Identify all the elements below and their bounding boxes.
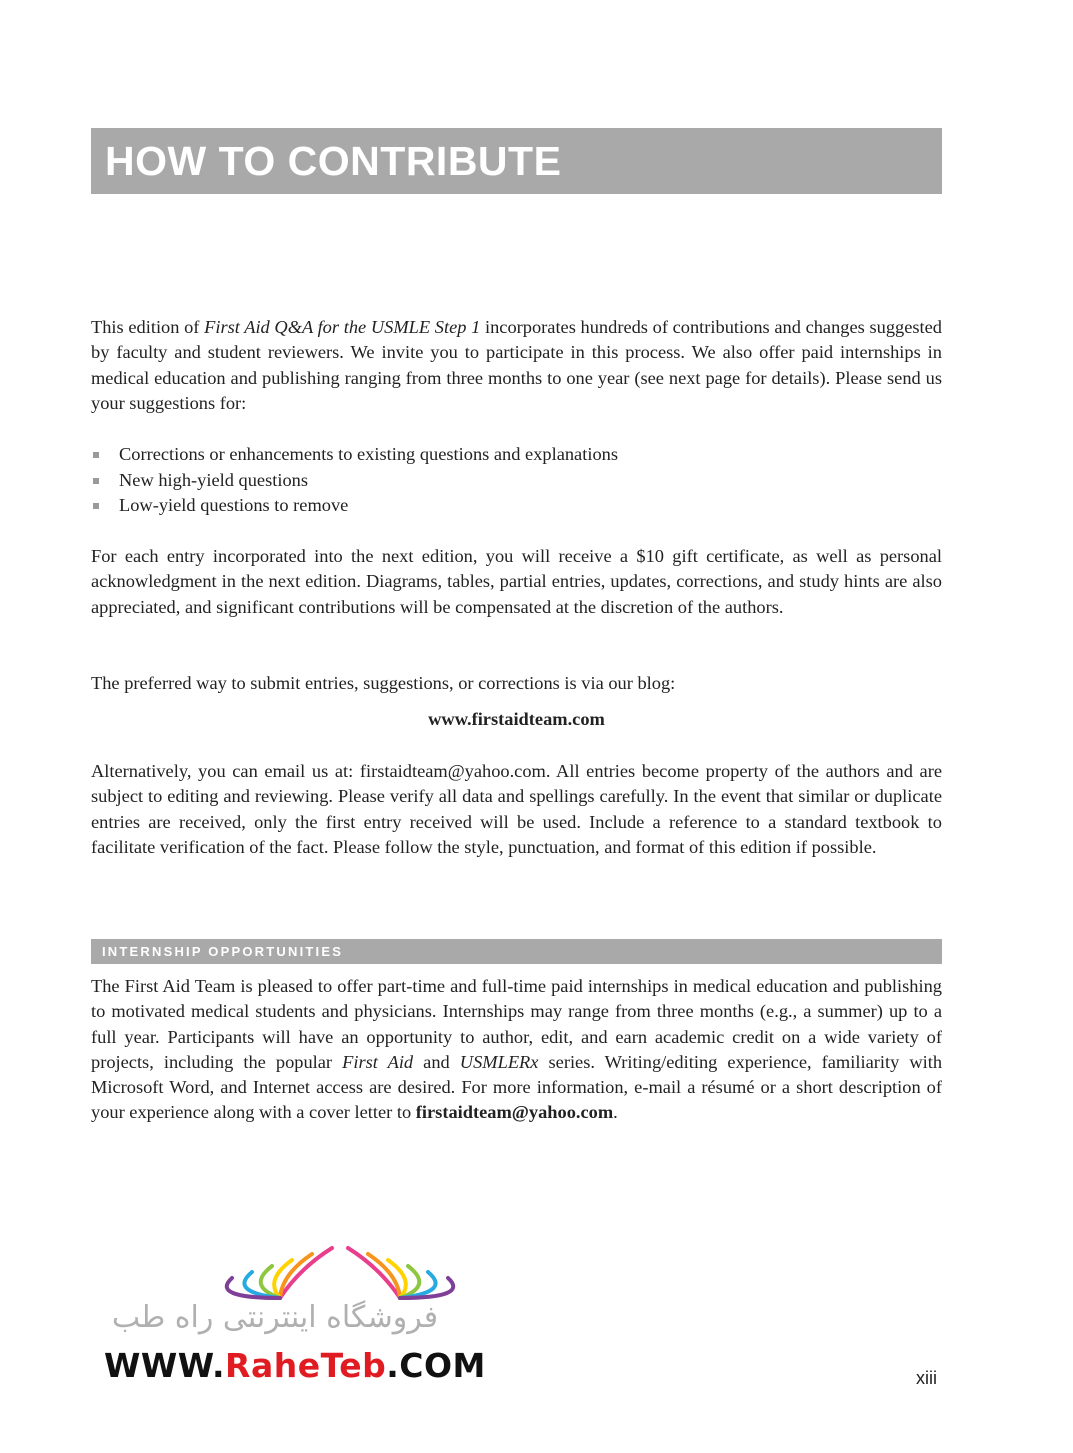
bullet-square-icon [93, 503, 99, 509]
bullet-square-icon [93, 452, 99, 458]
section-heading: INTERNSHIP OPPORTUNITIES [102, 944, 344, 959]
watermark-url-suffix: .COM [386, 1346, 486, 1385]
series-name: USMLERx [459, 1051, 539, 1072]
email-paragraph: Alternatively, you can email us at: firstaidteam@yahoo.com. All entries become property of the authors and are subject to editing and reviewing. Please verify all data and spellings carefully. In the event that similar or duplicate entries are received, only the first entry received will be used. Include a reference to a standard textbook to facilitate verification of the fact. Please follow the style, punctuation, and format of this edition if possible. [91, 761, 942, 857]
title-banner [91, 128, 942, 194]
book-title: First Aid Q&A for the USMLE Step 1 [204, 317, 481, 337]
page-number: xiii [916, 1368, 937, 1388]
watermark-url-prefix: WWW. [104, 1346, 226, 1385]
bullet-square-icon [93, 478, 99, 484]
submit-paragraph: The preferred way to submit entries, suggestions, or corrections is via our blog: [91, 673, 676, 693]
internship-text: and [413, 1051, 460, 1072]
watermark-arabic-text: فروشگاه اینترنتی راه طب [111, 1300, 439, 1335]
book-page-left-icon [280, 1248, 332, 1298]
list-item-text: Corrections or enhancements to existing questions and explanations [119, 444, 618, 464]
list-item-text: Low-yield questions to remove [119, 495, 349, 516]
list-item [91, 442, 942, 468]
list-item-text: New high-yield questions [119, 469, 308, 490]
section-banner [91, 939, 942, 964]
series-name: First Aid [342, 1051, 414, 1072]
internship-paragraph [91, 974, 942, 1126]
book-page-right-icon [348, 1248, 400, 1298]
internship-text: . [613, 1102, 618, 1123]
suggestion-list [91, 442, 942, 519]
blog-url-link[interactable]: www.firstaidteam.com [428, 709, 605, 729]
internship-text: The First Aid Team is pleased to offer part-time and full-time paid internships in medical education and publishing to motivated medical students and physicians. Internships may range from three months (e.g., a summer) up to a full year. Participants will have an opportunity to author, edit, and earn academic credit on a wide variety of projects, including the popular [91, 976, 942, 1072]
watermark-url [104, 1346, 486, 1385]
intro-text-start: This edition of [91, 317, 205, 337]
internship-text: series. Writing/editing experience, familiarity with Microsoft Word, and Internet access are desired. For more information, e-mail a résumé or a short description of your experience along with a cover letter to [91, 1051, 943, 1123]
intro-text-end: incorporates hundreds of contributions and changes suggested by faculty and student reviewers. We invite you to participate in this process. We also offer paid internships in medical education and publishing ranging from three months to one year (see next page for details). Please send us your suggestions for: [91, 317, 942, 413]
list-item [91, 468, 942, 494]
page-title: HOW TO CONTRIBUTE [105, 137, 562, 184]
list-item [91, 493, 942, 519]
contact-email-link[interactable]: firstaidteam@yahoo.com [415, 1102, 614, 1123]
reward-paragraph: For each entry incorporated into the next edition, you will receive a $10 gift certificate, as well as personal acknowledgment in the next edition. Diagrams, tables, partial entries, updates, corrections, and study hints are also appreciated, and significant contributions will be compensated at the discretion of the authors. [91, 546, 942, 617]
intro-paragraph [91, 315, 942, 416]
watermark-url-brand: RaheTeb [225, 1346, 387, 1385]
